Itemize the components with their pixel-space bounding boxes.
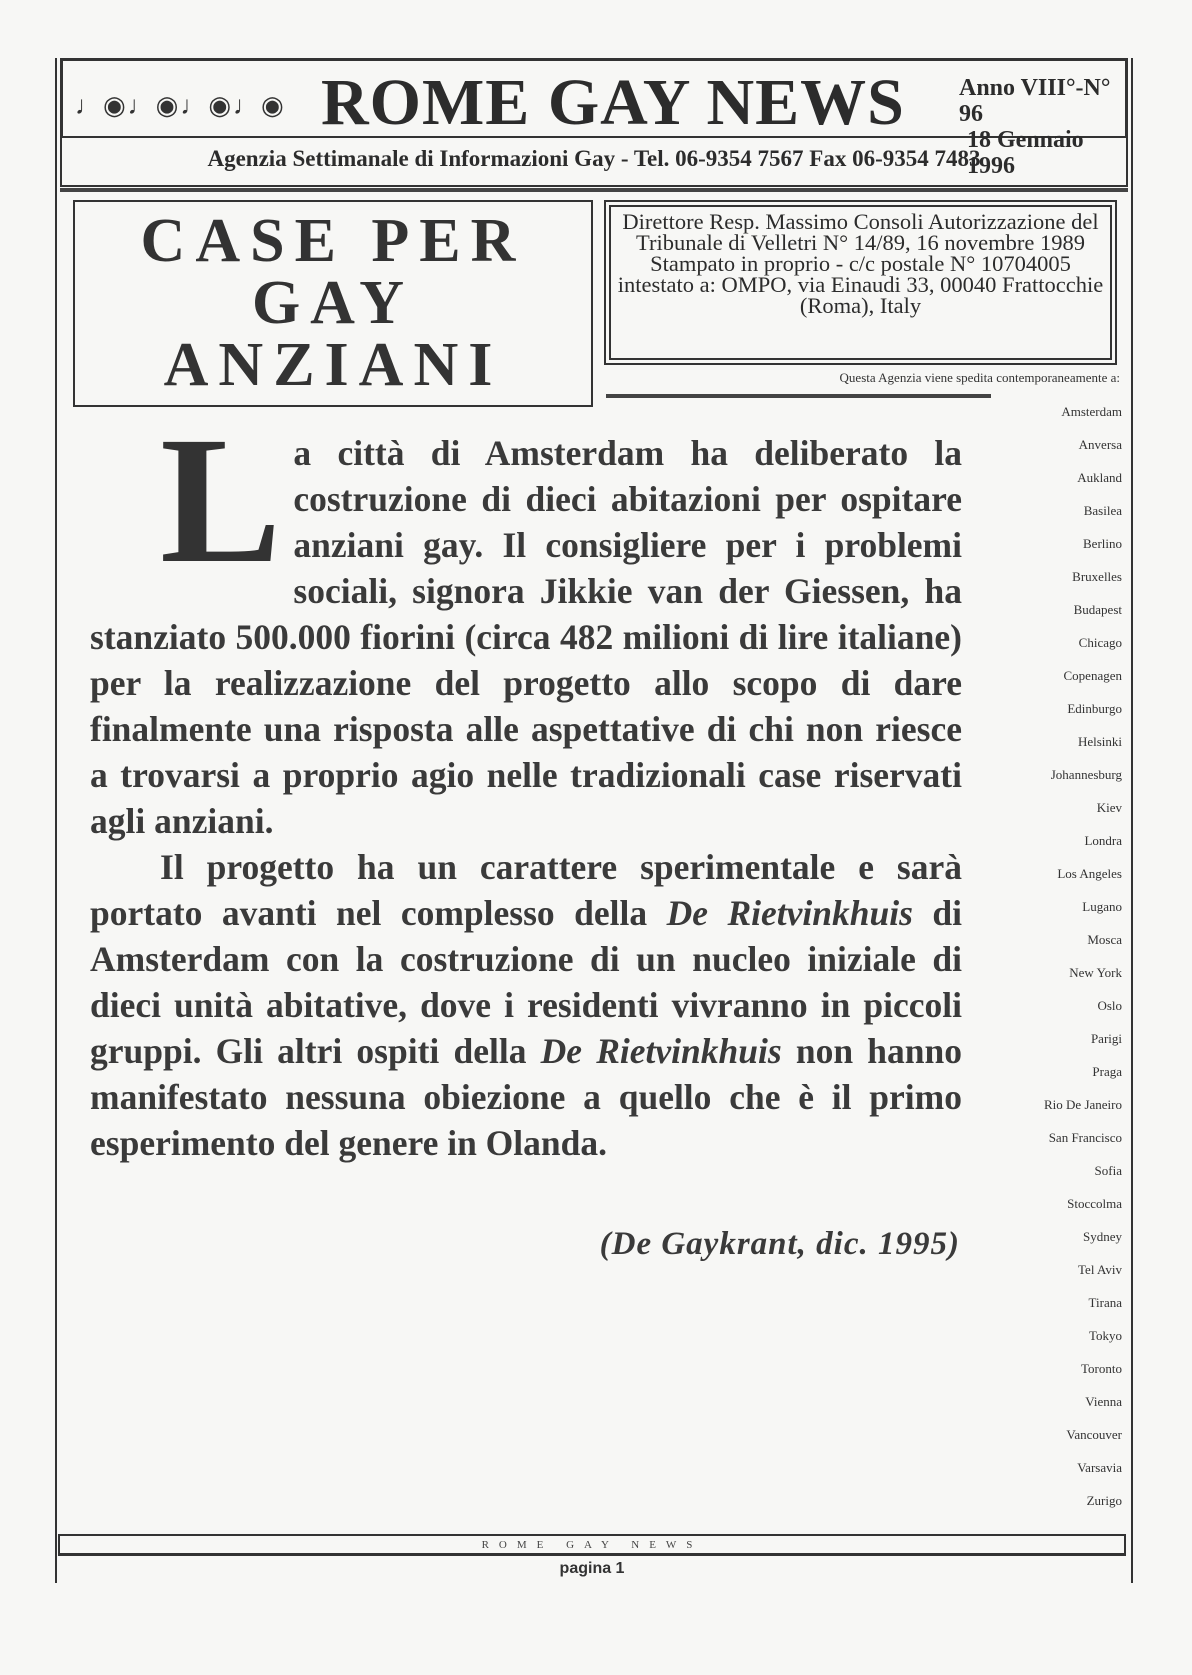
headline-line-2: GAY xyxy=(251,269,415,337)
city-item: Varsavia xyxy=(1077,1460,1122,1475)
city-item: Tokyo xyxy=(1088,1328,1122,1343)
city-item: Vienna xyxy=(1085,1394,1122,1409)
city-item: Oslo xyxy=(1097,998,1122,1013)
city-item: Londra xyxy=(1084,833,1122,848)
city-item: Sofia xyxy=(1094,1163,1122,1178)
paragraph-2-text-c: non hanno manifestato nessuna obiezione a quello che è il primo esperimento del genere in Olanda. xyxy=(90,1031,963,1163)
paragraph-2-emphasis-1: De Rietvinkhuis xyxy=(666,893,913,933)
city-item: Mosca xyxy=(1087,932,1122,947)
article-paragraph-2 xyxy=(90,844,962,1166)
distribution-note: Questa Agenzia viene spedita contemporaneamente a: xyxy=(839,370,1120,385)
city-item: Vancouver xyxy=(1066,1427,1122,1442)
city-item: Bruxelles xyxy=(1072,569,1122,584)
headline xyxy=(73,200,593,407)
paragraph-1-text: a città di Amsterdam ha deliberato la costruzione di dieci abitazioni per ospitare anziani gay. Il consigliere per i problemi sociali, signora Jikkie van der Giessen, ha stanziato 500.000 fiorini (circa 482 milioni di lire italiane) per la realizzazione del progetto allo scopo di dare finalmente una risposta alle aspettative di chi non riesce a trovarsi a proprio agio nelle tradizionali case riservati agli anziani. xyxy=(90,433,962,841)
article-source: (De Gaykrant, dic. 1995) xyxy=(599,1226,960,1262)
article-body xyxy=(90,400,963,1166)
issue-number: Anno VIII°-N° 96 xyxy=(959,75,1111,127)
city-item: Edinburgo xyxy=(1067,701,1122,716)
city-list xyxy=(1000,404,1122,1526)
drop-cap: L xyxy=(160,400,282,601)
city-item: Parigi xyxy=(1090,1031,1122,1046)
city-item: Johannesburg xyxy=(1050,767,1122,782)
headline-line-1: CASE PER xyxy=(140,207,526,275)
paragraph-2-emphasis-2: De Rietvinkhuis xyxy=(540,1031,782,1071)
masthead-subtitle: Agenzia Settimanale di Informazioni Gay - Tel. 06-9354 7567 Fax 06-9354 7483 xyxy=(60,137,1128,187)
city-item: Basilea xyxy=(1083,503,1122,518)
distribution-rule xyxy=(606,394,991,398)
city-item: Helsinki xyxy=(1077,734,1122,749)
paragraph-2-text-b: di Amsterdam con la costruzione di un nucleo iniziale di dieci unità abitative, dove i residenti vivranno in piccoli gruppi. Gli altri ospiti della xyxy=(90,893,963,1071)
footer-bar: ROME GAY NEWS xyxy=(58,1534,1126,1556)
masthead-rule xyxy=(60,188,1128,192)
imprint-box xyxy=(604,200,1117,365)
music-note-ornaments: ♩◉♩◉♩◉♩◉ xyxy=(75,91,286,120)
city-item: Sydney xyxy=(1083,1229,1122,1244)
city-item: Copenagen xyxy=(1063,668,1122,683)
city-item: Los Angeles xyxy=(1057,866,1122,881)
city-item: San Francisco xyxy=(1048,1130,1122,1145)
imprint-text: Direttore Resp. Massimo Consoli Autorizzazione del Tribunale di Velletri N° 14/89, 16 novembre 1989 Stampato in proprio - c/c postale N° 10704005 intestato a: OMPO, via Einaudi 33, 00040 Frattocchie (Roma), Italy xyxy=(609,205,1112,360)
city-item: Lugano xyxy=(1082,899,1122,914)
city-item: Aukland xyxy=(1077,470,1122,485)
city-item: Praga xyxy=(1092,1064,1122,1079)
headline-line-3: ANZIANI xyxy=(163,331,503,399)
city-item: Budapest xyxy=(1073,602,1122,617)
city-item: Tirana xyxy=(1088,1295,1122,1310)
city-item: Berlino xyxy=(1083,536,1122,551)
city-item: Chicago xyxy=(1078,635,1122,650)
city-item: Tel Aviv xyxy=(1078,1262,1122,1277)
city-item: Amsterdam xyxy=(1061,404,1122,419)
paragraph-2-text-a: Il progetto ha un carattere sperimentale e sarà portato avanti nel complesso della xyxy=(90,847,962,933)
article-paragraph-1 xyxy=(90,400,962,844)
city-item: Stoccolma xyxy=(1067,1196,1122,1211)
city-item: Zurigo xyxy=(1086,1493,1122,1508)
city-item: Kiev xyxy=(1096,800,1122,815)
newspaper-name: ROME GAY NEWS xyxy=(321,66,905,139)
city-item: New York xyxy=(1069,965,1122,980)
page-number: pagina 1 xyxy=(559,1560,625,1577)
city-item: Toronto xyxy=(1081,1361,1122,1376)
city-item: Rio De Janeiro xyxy=(1044,1097,1122,1112)
city-item: Anversa xyxy=(1078,437,1122,452)
issue-date: 18 Gennaio 1996 xyxy=(967,127,1084,179)
